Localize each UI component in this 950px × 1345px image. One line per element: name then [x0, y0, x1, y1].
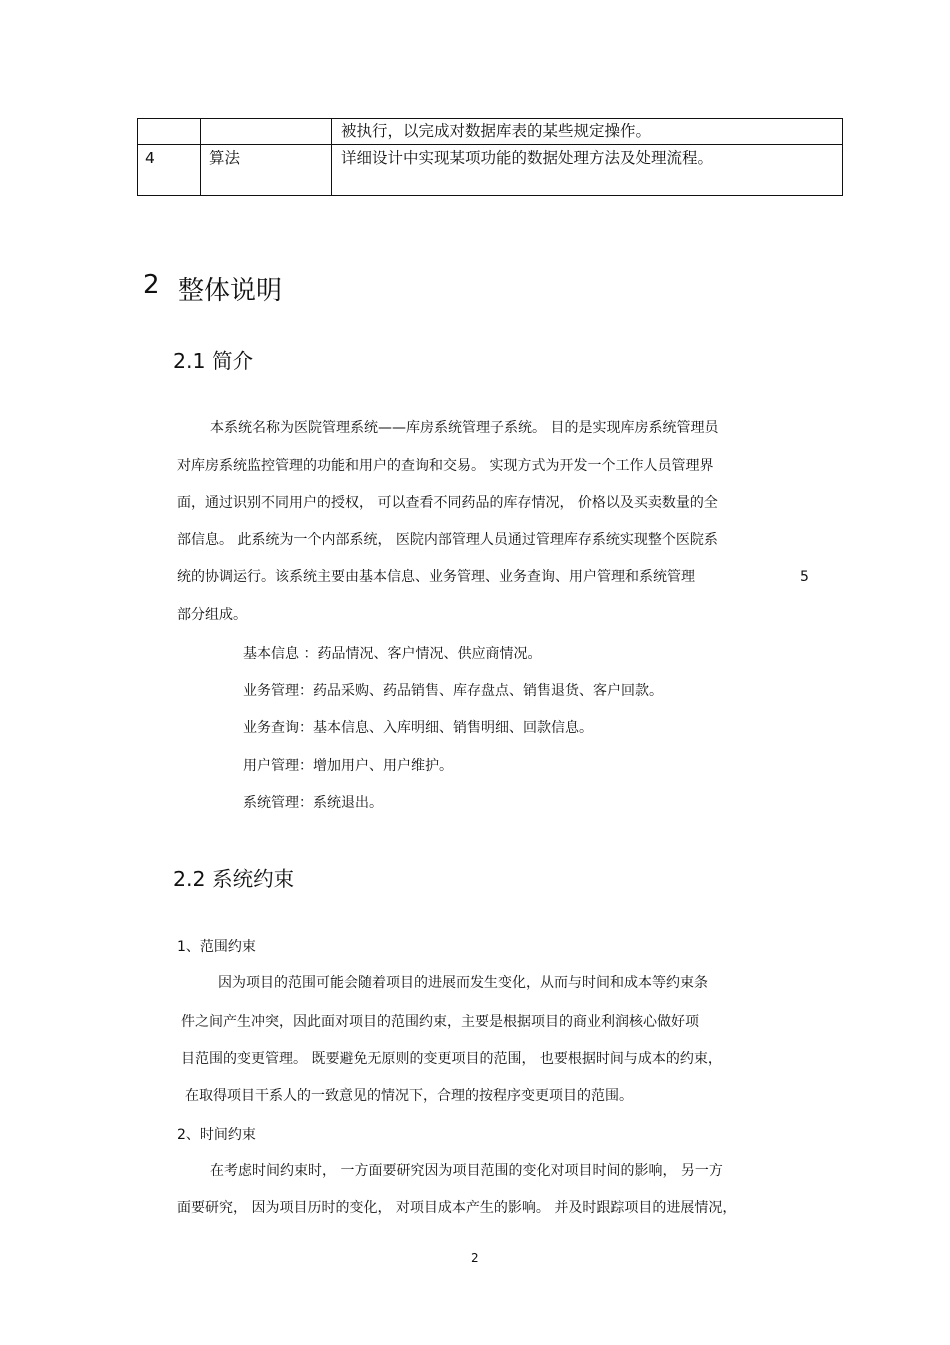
- paragraph-line: 件之间产生冲突，因此面对项目的范围约束，主要是根据项目的商业利润核心做好项: [181, 1014, 699, 1030]
- page-number: 2: [471, 1251, 479, 1265]
- paragraph-line: 面，通过识别不同用户的授权， 可以查看不同药品的库存情况， 价格以及买卖数量的全: [177, 495, 718, 511]
- paragraph-line: 在考虑时间约束时， 一方面要研究因为项目范围的变化对项目时间的影响， 另一方: [210, 1163, 723, 1179]
- paragraph-line: 部信息。 此系统为一个内部系统， 医院内部管理人员通过管理库存系统实现整个医院系: [177, 532, 718, 548]
- paragraph-line: 本系统名称为医院管理系统——库房系统管理子系统。 目的是实现库房系统管理员: [210, 420, 719, 436]
- table-row-divider: [137, 144, 843, 145]
- list-item: 用户管理：增加用户、用户维护。: [243, 758, 453, 774]
- constraint-title-time: 2、时间约束: [177, 1127, 256, 1143]
- subsection-heading-intro: 2.1 简介: [173, 349, 254, 373]
- table-cell-no: 4: [145, 149, 155, 167]
- section-number: 2: [143, 270, 160, 300]
- paragraph-line: 面要研究， 因为项目历时的变化， 对项目成本产生的影响。 并及时跟踪项目的进展情况，: [177, 1200, 737, 1216]
- paragraph-line: 目范围的变更管理。 既要避免无原则的变更项目的范围， 也要根据时间与成本的约束，: [181, 1051, 722, 1067]
- list-item: 基本信息 ：药品情况、客户情况、供应商情况。: [243, 646, 542, 662]
- paragraph-line: 在取得项目干系人的一致意见的情况下，合理的按程序变更项目的范围。: [185, 1088, 633, 1104]
- table-cell-desc: 详细设计中实现某项功能的数据处理方法及处理流程。: [341, 149, 714, 167]
- definitions-table: [137, 118, 843, 196]
- list-item: 业务查询：基本信息、入库明细、销售明细、回款信息。: [243, 720, 593, 736]
- table-cell-desc: 被执行，以完成对数据库表的某些规定操作。: [341, 122, 652, 140]
- table-border-bottom: [137, 195, 843, 196]
- paragraph-number: 5: [800, 569, 809, 585]
- paragraph-line: 部分组成。: [177, 607, 247, 623]
- table-col-divider-1: [200, 118, 201, 196]
- table-cell-term: 算法: [209, 149, 241, 167]
- table-border-left: [137, 118, 138, 196]
- paragraph-line: 统的协调运行。该系统主要由基本信息、业务管理、业务查询、用户管理和系统管理: [177, 569, 695, 585]
- list-item: 业务管理：药品采购、药品销售、库存盘点、销售退货、客户回款。: [243, 683, 663, 699]
- table-border-top: [137, 118, 843, 119]
- paragraph-line: 因为项目的范围可能会随着项目的进展而发生变化，从而与时间和成本等约束条: [218, 975, 708, 991]
- section-title: 整体说明: [178, 276, 283, 306]
- subsection-heading-constraints: 2.2 系统约束: [173, 867, 295, 891]
- constraint-title-scope: 1、范围约束: [177, 939, 256, 955]
- list-item: 系统管理：系统退出。: [243, 795, 383, 811]
- paragraph-line: 对库房系统监控管理的功能和用户的查询和交易。 实现方式为开发一个工作人员管理界: [177, 458, 714, 474]
- table-col-divider-2: [331, 118, 332, 196]
- table-border-right: [842, 118, 843, 196]
